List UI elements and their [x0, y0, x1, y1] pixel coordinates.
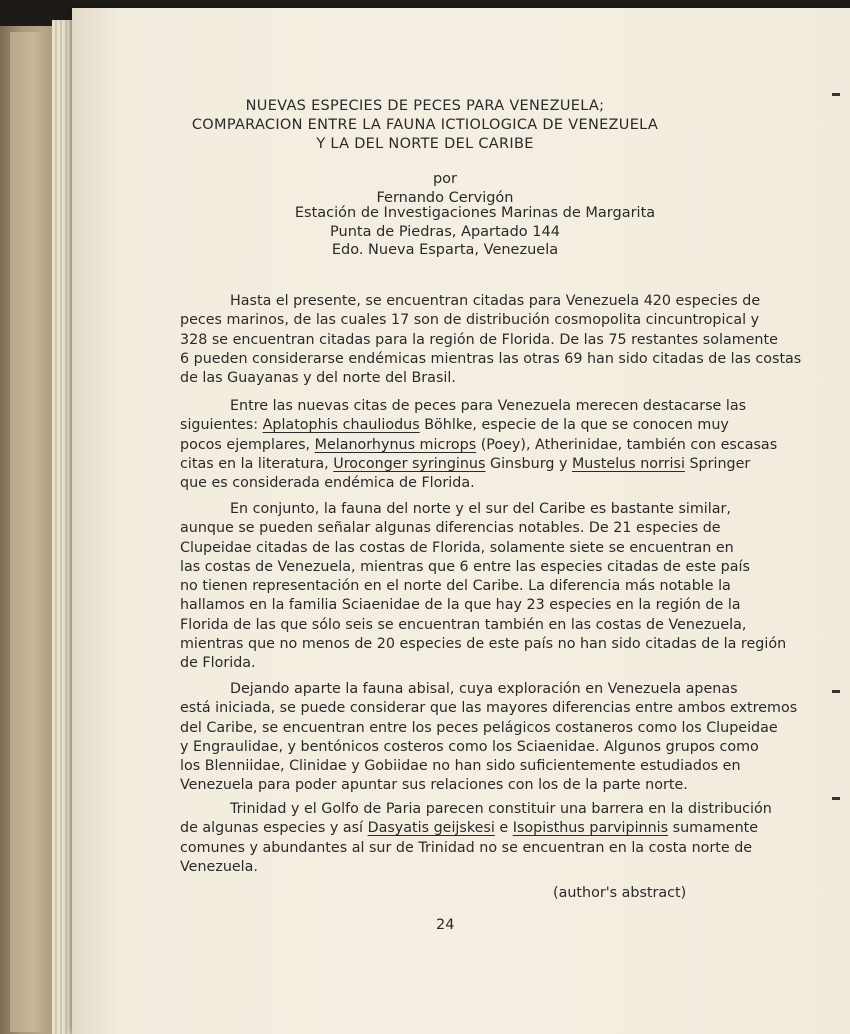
species-name: Melanorhynus microps [314, 436, 477, 453]
text-line: no tienen representación en el norte del Caribe. La diferencia más notable la [180, 578, 731, 595]
page-tab-mark [832, 93, 840, 96]
text-line: Florida de las que sólo seis se encuentran también en las costas de Venezuela, [180, 616, 747, 633]
text-fragment: pocos ejemplares, [180, 436, 315, 453]
author-address: Edo. Nueva Esparta, Venezuela [331, 242, 559, 258]
page-tab-mark [832, 797, 840, 800]
paragraph-1 [180, 292, 802, 388]
title-line: Y LA DEL NORTE DEL CARIBE [316, 136, 534, 152]
text-line: Trinidad y el Golfo de Paria parecen constituir una barrera en la distribución [230, 801, 772, 817]
text-line: mientras que no menos de 20 especies de este país no han sido citadas de la región [180, 636, 787, 653]
paragraph-4 [180, 680, 798, 796]
text-fragment: sumamente [668, 820, 759, 837]
title-line: COMPARACION ENTRE LA FAUNA ICTIOLOGICA DE VENEZUELA [191, 117, 659, 133]
text-fragment: e [494, 820, 513, 837]
paragraph-3 [180, 500, 787, 674]
species-name: Isopisthus parvipinnis [512, 820, 669, 837]
text-fragment: (Poey), Atherinidae, también con escasas [476, 436, 778, 453]
text-line: Venezuela para poder apuntar sus relaciones con los de la parte norte. [180, 777, 688, 794]
species-name: Mustelus norrisi [571, 455, 685, 472]
text-line: Venezuela. [180, 858, 258, 875]
paragraph-2 [180, 397, 778, 493]
abstract-note: (author's abstract) [553, 885, 687, 901]
text-line: Dejando aparte la fauna abisal, cuya exploración en Venezuela apenas [230, 681, 738, 697]
text-line: de Florida. [180, 655, 256, 672]
text-line: Clupeidae citadas de las costas de Florida, solamente siete se encuentran en [180, 539, 734, 556]
text-line: hallamos en la familia Sciaenidae de la que hay 23 especies en la región de la [180, 597, 741, 614]
text-line: del Caribe, se encuentran entre los peces pelágicos costaneros como los Clupeidae [180, 719, 778, 736]
text-line: está iniciada, se puede considerar que las mayores diferencias entre ambos extremos [180, 700, 798, 717]
text-fragment: citas en la literatura, [180, 455, 334, 472]
text-line: Entre las nuevas citas de peces para Venezuela merecen destacarse las [230, 398, 747, 414]
text-line: 6 pueden considerarse endémicas mientras las otras 69 han sido citadas de las costas [180, 350, 802, 367]
text-line: comunes y abundantes al sur de Trinidad no se encuentran en la costa norte de [180, 839, 753, 856]
species-name: Uroconger syringinus [333, 455, 486, 472]
byline-por: por [432, 171, 458, 187]
author-name: Fernando Cervigón [376, 190, 514, 206]
text-line [180, 455, 751, 474]
text-line: los Blenniidae, Clinidae y Gobiidae no han sido suficientemente estudiados en [180, 758, 741, 775]
title-line: NUEVAS ESPECIES DE PECES PARA VENEZUELA; [245, 98, 605, 114]
author-affiliation: Estación de Investigaciones Marinas de Margarita [294, 205, 656, 221]
text-line: las costas de Venezuela, mientras que 6 entre las especies citadas de este país [180, 558, 750, 575]
text-line [180, 819, 759, 838]
text-line [180, 436, 778, 455]
text-fragment: Böhlke, especie de la que se conocen muy [419, 417, 729, 434]
text-line: de las Guayanas y del norte del Brasil. [180, 370, 456, 387]
page-number: 24 [436, 917, 455, 933]
text-line: aunque se pueden señalar algunas diferencias notables. De 21 especies de [180, 520, 721, 537]
text-line: que es considerada endémica de Florida. [180, 475, 475, 492]
page-tab-mark [832, 690, 840, 693]
species-name: Dasyatis geijskesi [367, 820, 495, 837]
text-line: En conjunto, la fauna del norte y el sur del Caribe es bastante similar, [230, 501, 731, 517]
text-fragment: Ginsburg y [485, 455, 572, 472]
text-fragment: de algunas especies y así [180, 820, 368, 837]
author-address: Punta de Piedras, Apartado 144 [330, 224, 560, 240]
species-name: Aplatophis chauliodus [262, 417, 420, 434]
text-line [180, 416, 729, 435]
text-line: y Engraulidae, y bentónicos costeros como los Sciaenidae. Algunos grupos como [180, 738, 759, 755]
text-line: peces marinos, de las cuales 17 son de distribución cosmopolita cincuntropical y [180, 312, 760, 329]
text-line: 328 se encuentran citadas para la región de Florida. De las 75 restantes solamente [180, 331, 778, 348]
text-fragment: siguientes: [180, 417, 263, 434]
paragraph-5 [180, 800, 772, 877]
text-line: Hasta el presente, se encuentran citadas para Venezuela 420 especies de [230, 293, 761, 309]
text-fragment: Springer [684, 455, 751, 472]
